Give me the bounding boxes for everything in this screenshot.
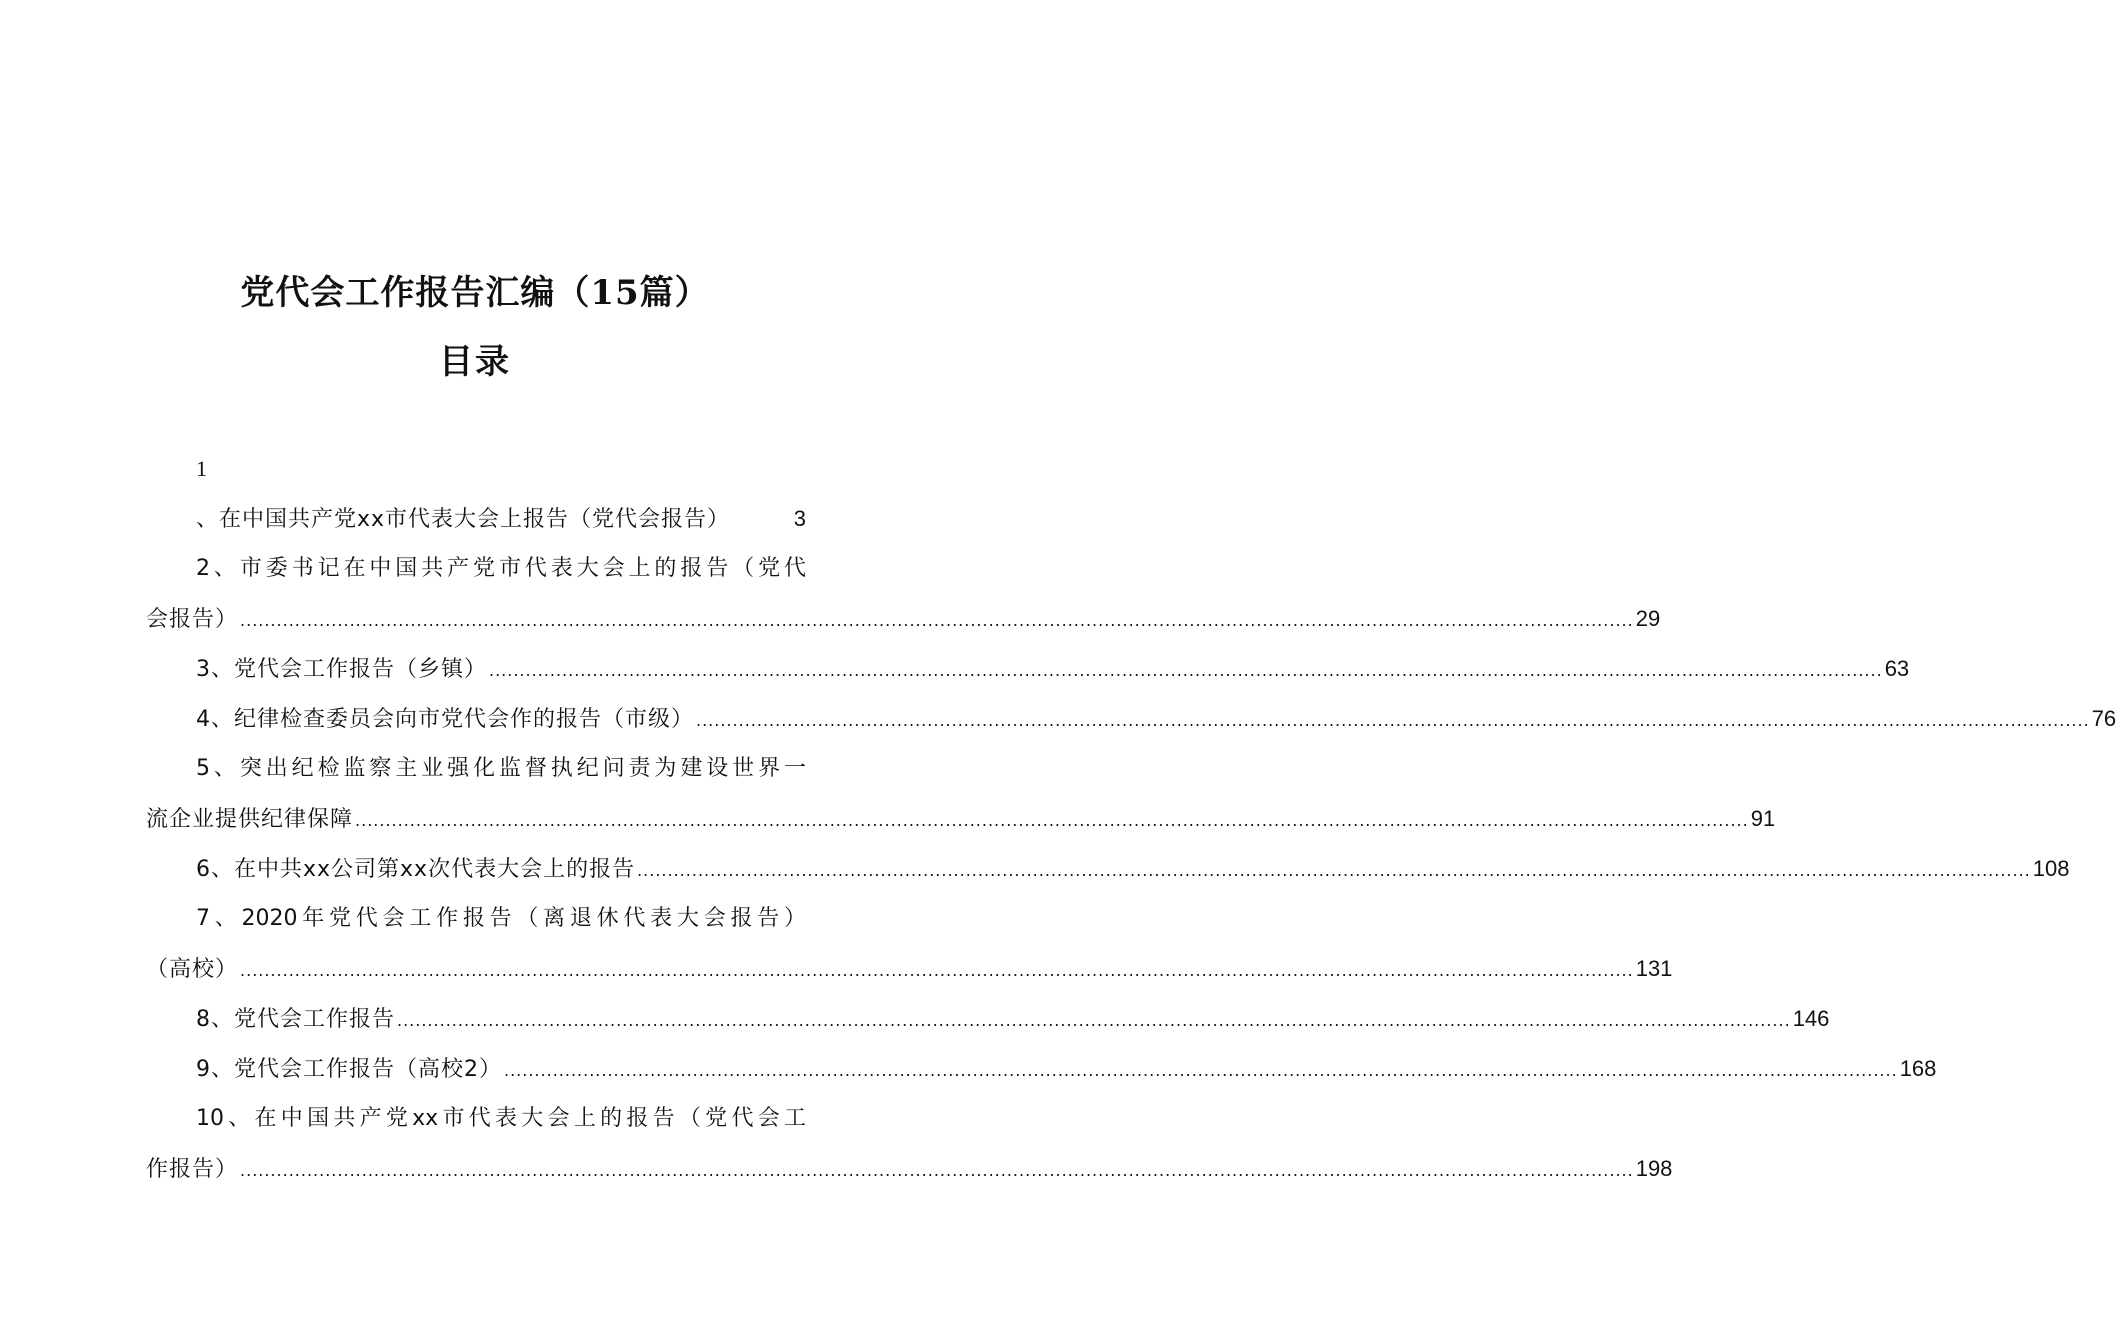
toc-entry-9[interactable] (146, 1044, 1937, 1094)
toc-entry-6[interactable] (146, 844, 2070, 894)
toc-entry-title: 、在中国共产党xx市代表大会上报告（党代会报告） (196, 507, 731, 532)
toc-entry-number: 1 (196, 456, 208, 481)
toc-entry-title-continued: 会报告） (146, 607, 239, 632)
toc-entry-7-continued[interactable] (146, 944, 1673, 994)
toc-page-number: 63 (1884, 656, 1910, 681)
toc-page-number: 168 (1899, 1056, 1937, 1081)
toc-entry-title-continued: 作报告） (146, 1157, 239, 1182)
toc-entry-1[interactable] (146, 494, 806, 544)
toc-leader-dots: ..................................................................................................................................................................................................................................... (240, 961, 1634, 980)
toc-entry-1-number[interactable] (146, 444, 806, 494)
toc-leader-dots: ..................................................................................................................................................................................................................................... (355, 811, 1749, 830)
toc-leader-dots: ..................................................................................................................................................................................................................................... (489, 661, 1883, 680)
toc-entry-2-continued[interactable] (146, 594, 1661, 644)
toc-entry-title: 4、纪律检查委员会向市党代会作的报告（市级） (196, 707, 694, 732)
toc-page-number: 108 (2032, 856, 2070, 881)
toc-page-number: 76 (2091, 706, 2116, 731)
toc-leader-dots: ..................................................................................................................................................................................................................................... (696, 711, 2090, 730)
toc-page-number: 198 (1635, 1156, 1673, 1181)
toc-entry-title: 2、市委书记在中国共产党市代表大会上的报告（党代 (196, 556, 806, 581)
document-title: 党代会工作报告汇编（15篇） (240, 273, 710, 313)
toc-entry-2[interactable] (146, 544, 806, 594)
toc-leader-dots: ..................................................................................................................................................................................................................................... (637, 861, 2031, 880)
toc-entry-title: 3、党代会工作报告（乡镇） (196, 657, 487, 682)
toc-page-number: 146 (1792, 1006, 1830, 1031)
toc-entry-title: 5、突出纪检监察主业强化监督执纪问责为建设世界一 (196, 756, 806, 781)
toc-entry-10-continued[interactable] (146, 1144, 1673, 1194)
toc-entry-title-continued: 流企业提供纪律保障 (146, 807, 354, 832)
toc-entry-5-continued[interactable] (146, 794, 1776, 844)
toc-entry-3[interactable] (146, 644, 1910, 694)
toc-leader-dots: ..................................................................................................................................................................................................................................... (397, 1011, 1791, 1030)
toc-entry-title-continued: （高校） (146, 957, 239, 982)
toc-leader-dots: ..................................................................................................................................................................................................................................... (240, 611, 1634, 630)
table-of-contents (146, 444, 2116, 1194)
toc-heading: 目录 (439, 342, 511, 382)
toc-page-number: 3 (793, 506, 806, 531)
toc-leader-dots: ..................................................................................................................................................................................................................................... (504, 1061, 1898, 1080)
toc-entry-4[interactable] (146, 694, 2116, 744)
toc-entry-title: 8、党代会工作报告 (196, 1007, 395, 1032)
toc-entry-10[interactable] (146, 1094, 806, 1144)
toc-entry-7[interactable] (146, 894, 806, 944)
toc-page-number: 29 (1635, 606, 1661, 631)
toc-entry-title: 7、2020年党代会工作报告（离退休代表大会报告） (196, 906, 806, 931)
toc-entry-5[interactable] (146, 744, 806, 794)
toc-entry-8[interactable] (146, 994, 1830, 1044)
toc-entry-title: 6、在中共xx公司第xx次代表大会上的报告 (196, 857, 636, 882)
toc-entry-title: 10、在中国共产党xx市代表大会上的报告（党代会工 (196, 1106, 806, 1131)
toc-leader-dots: ..................................................................................................................................................................................................................................... (240, 1161, 1634, 1180)
toc-page-number: 91 (1750, 806, 1776, 831)
toc-entry-title: 9、党代会工作报告（高校2） (196, 1057, 502, 1082)
toc-page-number: 131 (1635, 956, 1673, 981)
